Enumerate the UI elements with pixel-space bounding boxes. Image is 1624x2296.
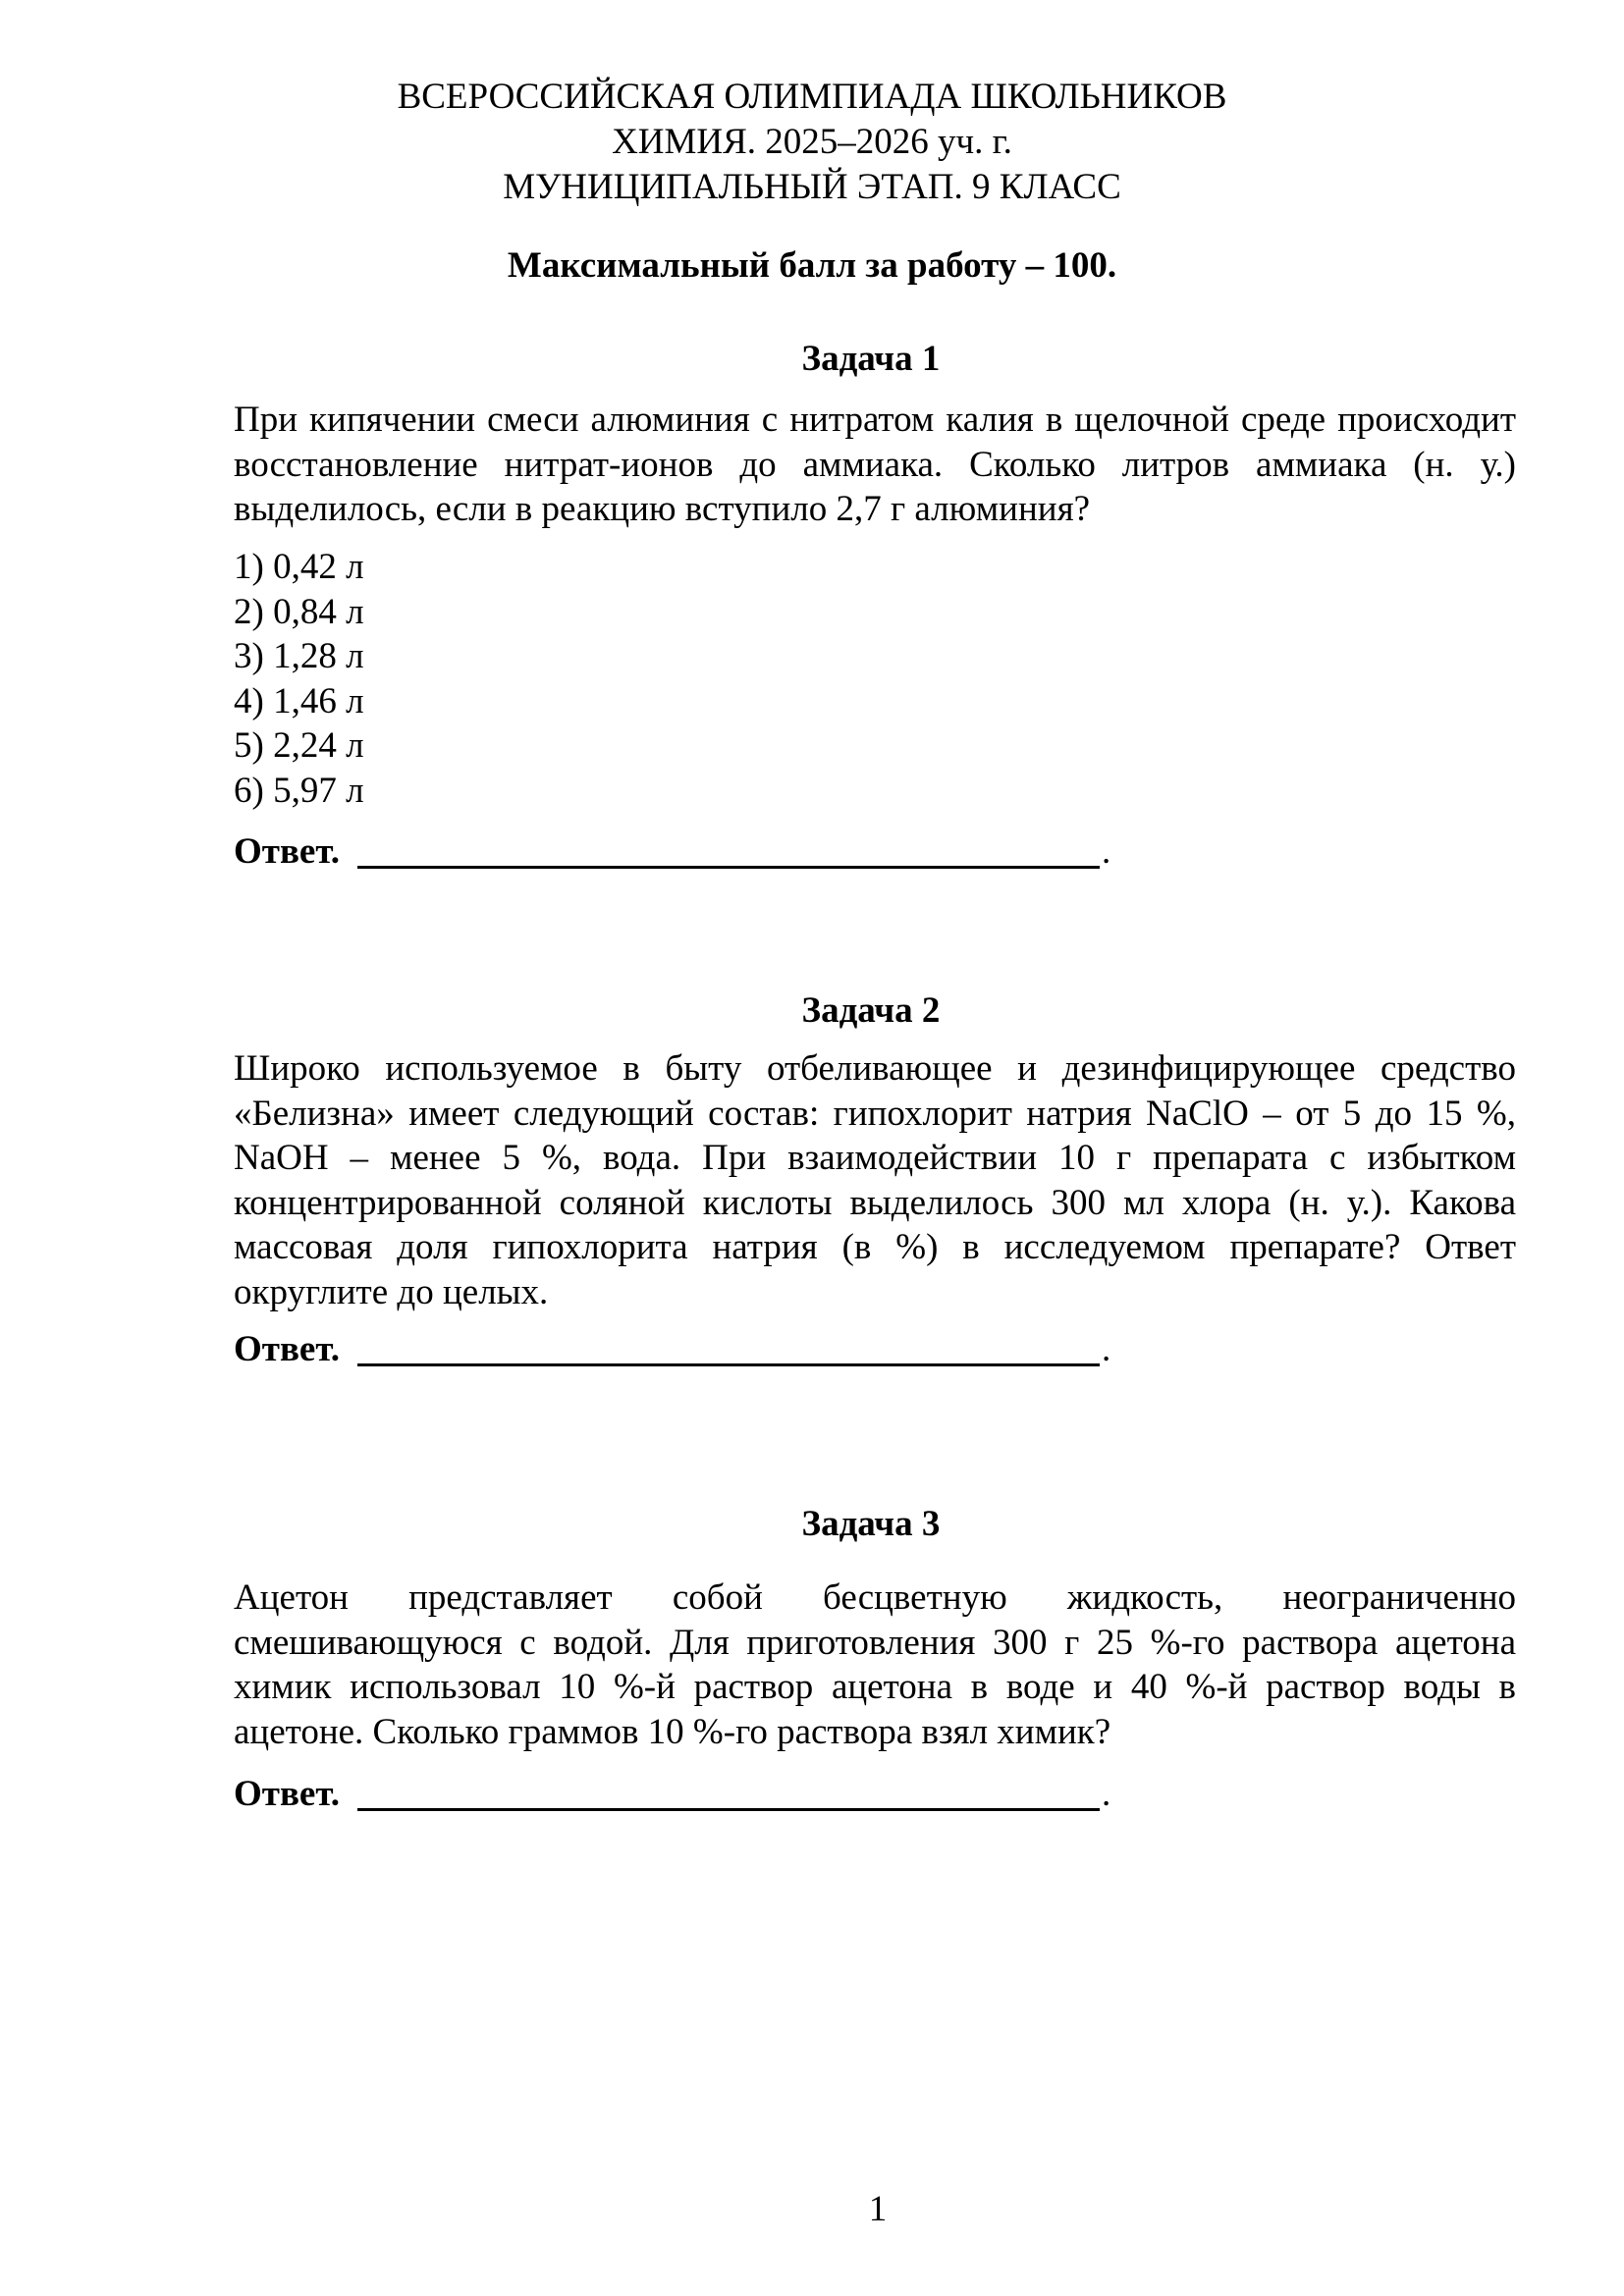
page-number: 1 bbox=[868, 2189, 888, 2229]
task-3-answer-field[interactable] bbox=[357, 1808, 1100, 1811]
option-3: 3) 1,28 л bbox=[234, 636, 364, 676]
task-3-answer-row bbox=[234, 1772, 1110, 1817]
stage-grade: МУНИЦИПАЛЬНЫЙ ЭТАП. 9 КЛАСС bbox=[503, 167, 1121, 207]
answer-end-dot: . bbox=[1102, 1774, 1111, 1814]
option-4: 4) 1,46 л bbox=[234, 680, 364, 721]
option-1: 1) 0,42 л bbox=[234, 547, 364, 587]
subject-year: ХИМИЯ. 2025–2026 уч. г. bbox=[612, 122, 1012, 162]
olympiad-title: ВСЕРОССИЙСКАЯ ОЛИМПИАДА ШКОЛЬНИКОВ bbox=[397, 77, 1227, 117]
answer-label: Ответ. bbox=[234, 831, 341, 872]
max-score: Максимальный балл за работу – 100. bbox=[507, 245, 1117, 286]
task-2-text: Широко используемое в быту отбеливающее и дезинфицирующее средство «Белизна» имеет следующий состав: гипохлорит натрия NaClO – от 5 до 15 %, NaOH – менее 5 %, вода. При взаимодействии 10 г препарата с избытком концентрированной соляной кислоты выделилось 300 мл хлора (н. у.). Какова массовая доля гипохлорита натрия (в %) в исследуемом препарате? Ответ округлите до целых. bbox=[234, 1048, 1516, 1312]
task-1-answer-field[interactable] bbox=[357, 866, 1100, 869]
answer-end-dot: . bbox=[1102, 831, 1111, 872]
answer-label: Ответ. bbox=[234, 1774, 341, 1814]
option-5: 5) 2,24 л bbox=[234, 725, 364, 766]
task-1-answer-row bbox=[234, 829, 1110, 875]
task-1-title: Задача 1 bbox=[801, 339, 941, 379]
task-2-title: Задача 2 bbox=[801, 990, 941, 1031]
task-2-answer-field[interactable] bbox=[357, 1363, 1100, 1366]
task-1-text: При кипячении смеси алюминия с нитратом калия в щелочной среде происходит восстановление нитрат-ионов до аммиака. Сколько литров аммиака (н. у.) выделилось, если в реакцию вступило 2,7 г алюминия? bbox=[234, 400, 1516, 529]
option-2: 2) 0,84 л bbox=[234, 591, 364, 632]
task-3-text: Ацетон представляет собой бесцветную жидкость, неограниченно смешивающуюся с водой. Для приготовления 300 г 25 %-го раствора ацетона химик использовал 10 %-й раствор ацетона в воде и 40 %-й раствор воды в ацетоне. Сколько граммов 10 %-го раствора взял химик? bbox=[234, 1577, 1516, 1752]
task-1-options bbox=[234, 545, 364, 813]
task-2-answer-row bbox=[234, 1327, 1110, 1372]
answer-end-dot: . bbox=[1102, 1329, 1111, 1369]
document-header bbox=[0, 75, 1624, 210]
answer-label: Ответ. bbox=[234, 1329, 341, 1369]
option-6: 6) 5,97 л bbox=[234, 770, 364, 811]
task-3-title: Задача 3 bbox=[801, 1504, 941, 1544]
